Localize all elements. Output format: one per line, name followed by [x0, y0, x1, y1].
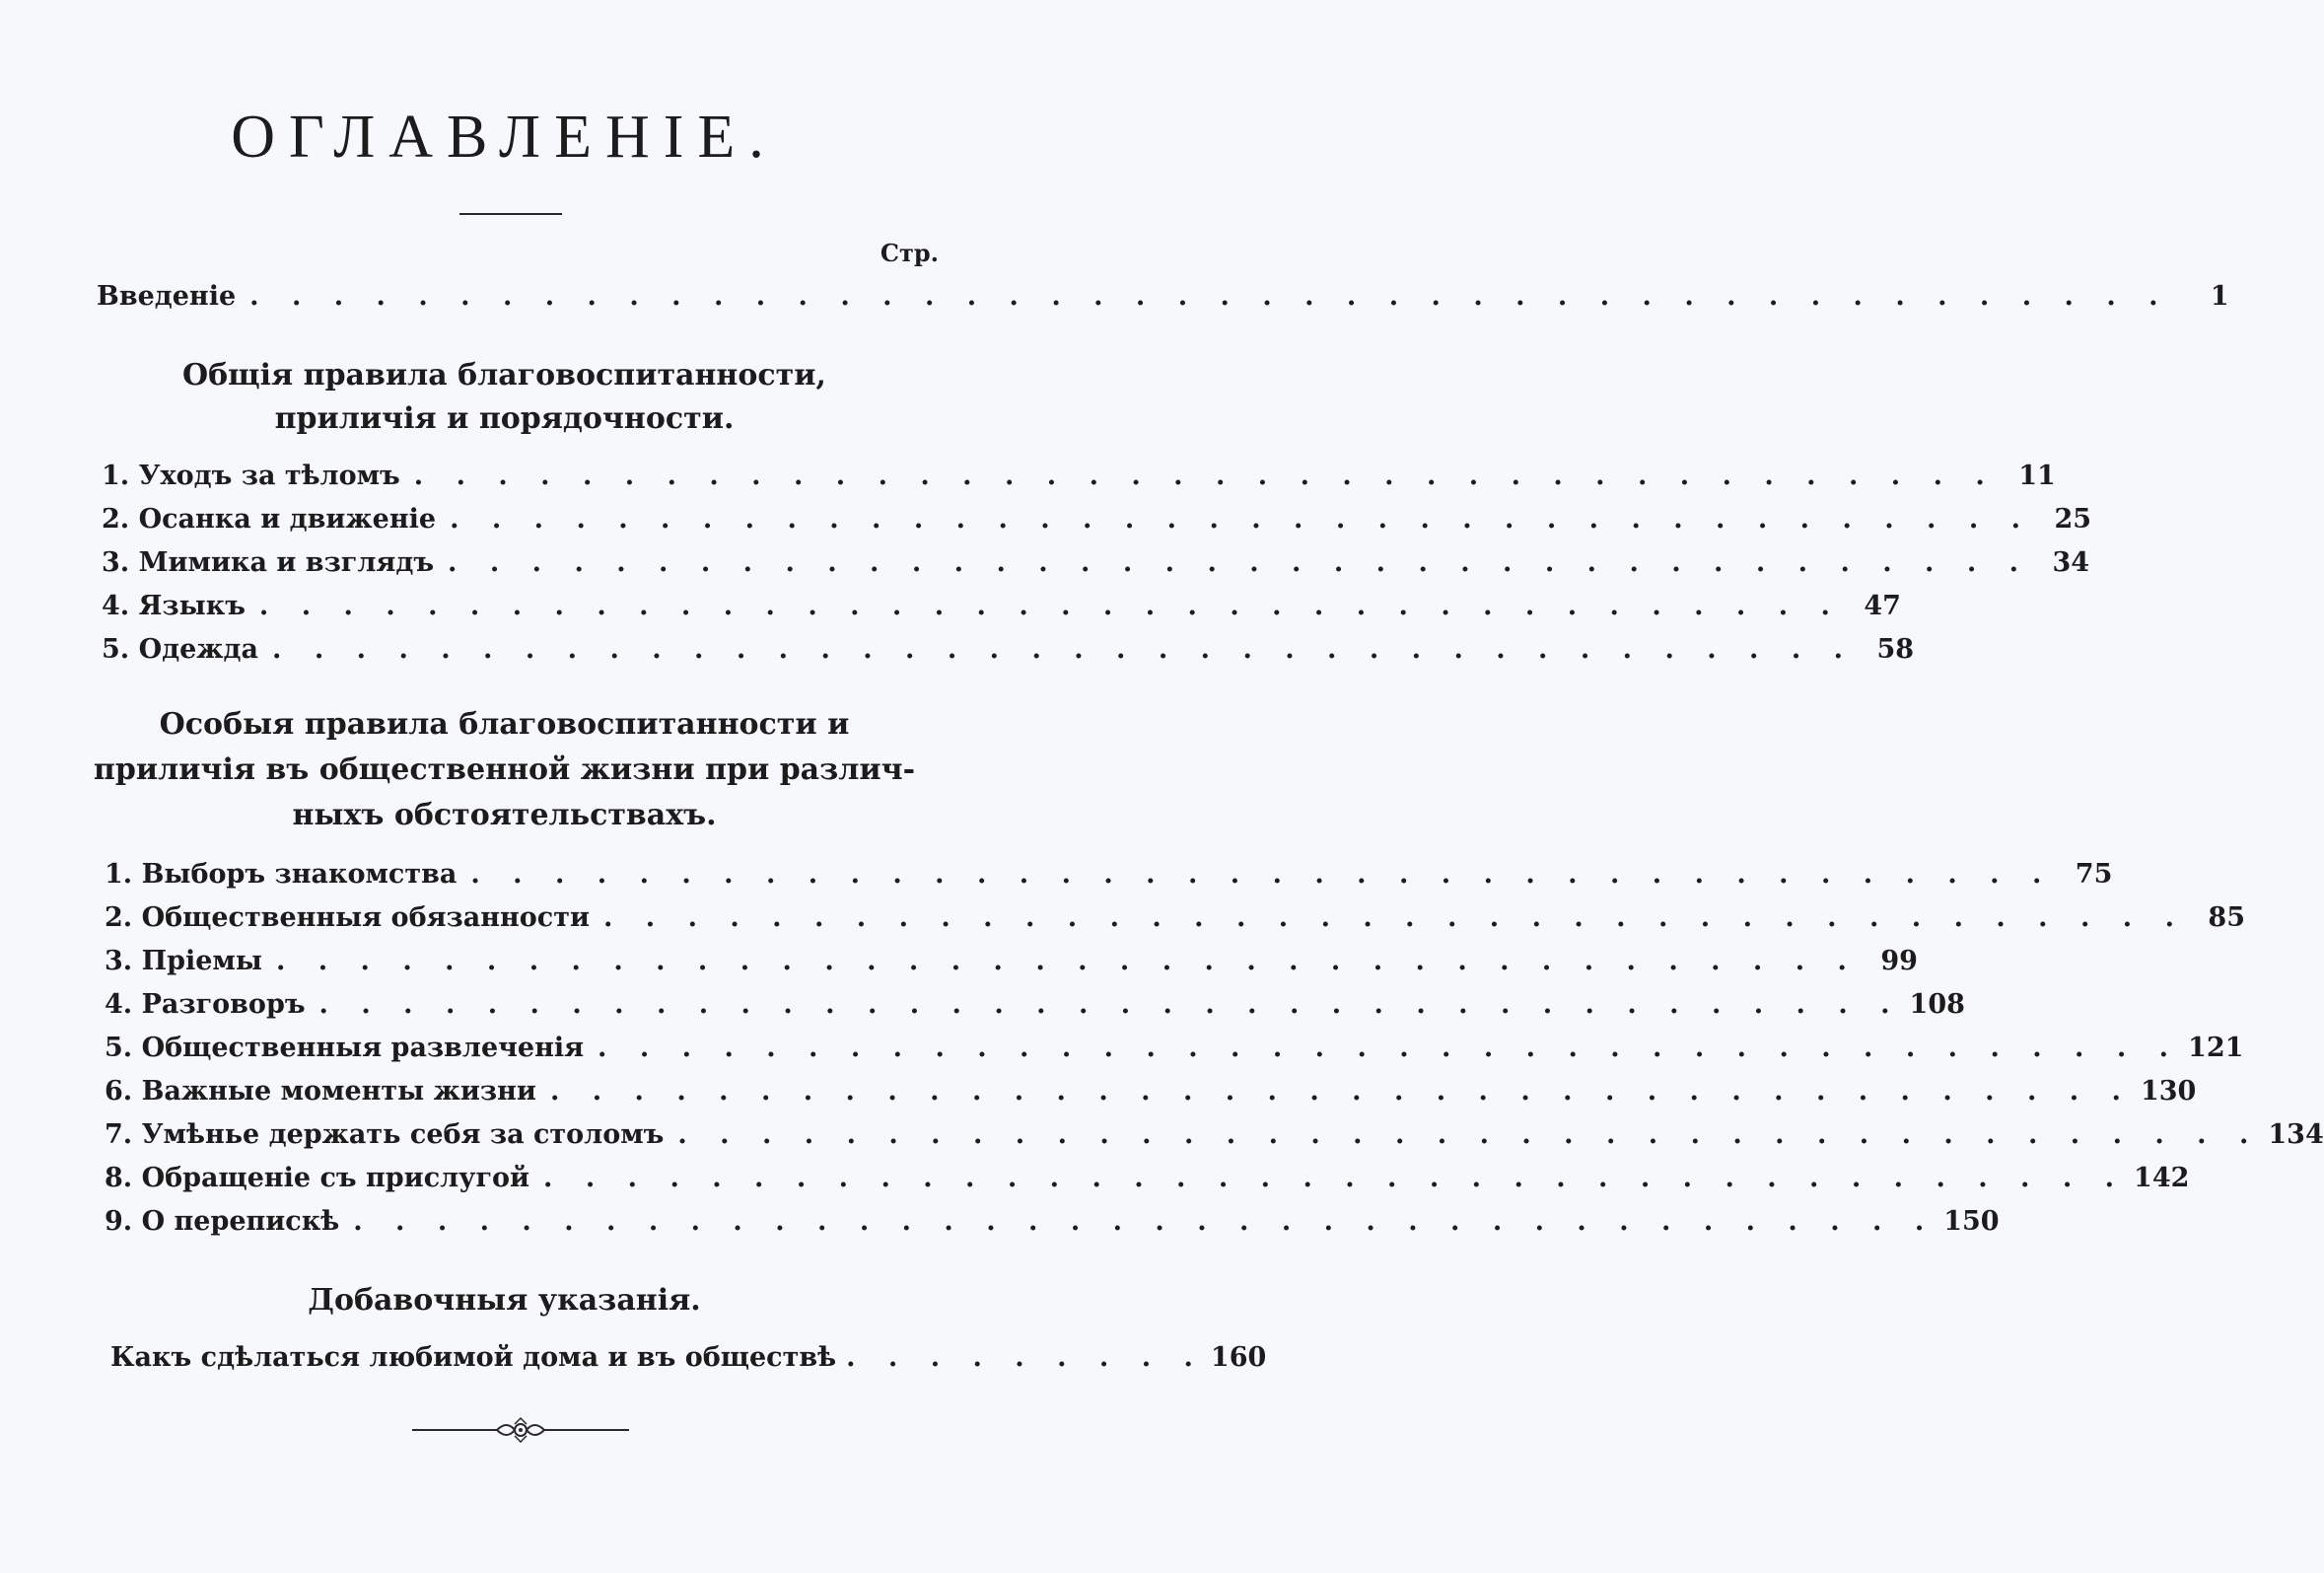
toc-entry-number: 2. [105, 902, 133, 933]
toc-entry-number: 5. [105, 1033, 133, 1063]
toc-entry-page: 150 [1943, 1206, 2000, 1237]
toc-entry-page: 1 [2210, 281, 2229, 312]
toc-entry-number: 1. [102, 461, 130, 491]
toc-entry-label: Важные моменты жизни [141, 1076, 536, 1107]
page-column-label: Стр. [880, 239, 939, 267]
toc-entry-number: 1. [105, 859, 133, 890]
toc-entry-page: 134 [2268, 1119, 2324, 1150]
toc-row-intro [97, 272, 2229, 312]
toc-entry-label: Пріемы [141, 946, 262, 976]
toc-entry-label: Разговоръ [141, 989, 306, 1020]
toc-entry-number: 4. [102, 591, 130, 621]
section-heading-special-rules-line1: Особыя правила благовоспитанности и [159, 707, 850, 742]
toc-entry-label: О перепискѣ [141, 1206, 340, 1237]
toc-entry-number: 4. [105, 989, 133, 1020]
toc-row [105, 1067, 2197, 1107]
toc-row [110, 1333, 1267, 1373]
toc-entry-page: 75 [2075, 859, 2113, 890]
toc-row [105, 937, 1918, 976]
toc-entry-label: Уходъ за тѣломъ [138, 461, 400, 491]
toc-entry-number: 8. [105, 1163, 133, 1193]
leader-dots: . . . . . . . . . . . . . . . . . . . . . . . . . . . . . . . . . . . . . . [448, 547, 2031, 578]
leader-dots: . . . . . . . . . . . . . . . . . . . . . . . . . . . . . . . . . . . . . . [470, 859, 2054, 890]
toc-entry-number: 9. [105, 1206, 133, 1237]
leader-dots: . . . . . . . . . . . . . . . . . . . . . . . . . . . . . . . . . . . . . . [549, 1076, 2133, 1107]
toc-entry-number: 3. [102, 547, 130, 578]
toc-row [105, 850, 2113, 890]
toc-entry-page: 99 [1880, 946, 1918, 976]
leader-dots: . . . . . . . . . . . . . . . . . . . . . . . . . . . . . . . . . . . . . . [602, 902, 2186, 933]
section-heading-general-rules-line2: приличія и порядочности. [274, 401, 735, 436]
toc-entry-page: 85 [2208, 902, 2245, 933]
toc-row [102, 495, 2092, 535]
leader-dots: . . . . . . . . . . . . . . . . . . . . . . . . . . . . . . . . . . . . . . [450, 504, 2033, 535]
toc-entry-label: Мимика и взглядъ [138, 547, 435, 578]
toc-entry-page: 142 [2134, 1163, 2190, 1193]
leader-dots: . . . . . . . . . . . . . . . . . . . . . . . . . . . . . . . . . . . . . . [353, 1206, 1937, 1237]
toc-row [105, 1024, 2244, 1063]
toc-entry-label: Какъ сдѣлаться любимой дома и въ обществѣ [110, 1342, 837, 1373]
toc-row [102, 625, 1915, 665]
leader-dots: . . . . . . . . . . . . . . . . . . . . . . . . . . . . . . . . . . . . . . [677, 1119, 2261, 1150]
toc-entry-label: Обращеніе съ прислугой [141, 1163, 530, 1193]
toc-entry-page: 34 [2052, 547, 2090, 578]
toc-row [102, 538, 2090, 578]
toc-entry-label: Одежда [138, 634, 259, 665]
leader-dots: . . . . . . . . . . . . . . . . . . . . . . . . . . . . . . . . . . . . . . [258, 591, 1842, 621]
leader-dots: . . . . . . . . . [846, 1342, 1205, 1373]
section-heading-additional: Добавочныя указанія. [308, 1283, 701, 1318]
toc-entry-page: 108 [1909, 989, 1965, 1020]
toc-row [105, 980, 1965, 1020]
ornament-divider [412, 1410, 629, 1450]
toc-entry-page: 58 [1876, 634, 1915, 665]
toc-entry-page: 130 [2140, 1076, 2197, 1107]
title-divider [459, 213, 562, 215]
toc-row [105, 894, 2245, 933]
leader-dots: . . . . . . . . . . . . . . . . . . . . . . . . . . . . . . . . . . . . . . [598, 1033, 2181, 1063]
toc-entry-number: 5. [102, 634, 130, 665]
leader-dots: . . . . . . . . . . . . . . . . . . . . . . . . . . . . . . . . . . . . . . [318, 989, 1902, 1020]
toc-row [102, 452, 2056, 491]
toc-row [102, 582, 1901, 621]
leader-dots: . . . . . . . . . . . . . . . . . . . . . . . . . . . . . . . . . . . . . . [275, 946, 1859, 976]
toc-entry-page: 11 [2018, 461, 2056, 491]
leader-dots: . . . . . . . . . . . . . . . . . . . . . . . . . . . . . . . . . . . . . . [272, 634, 1856, 665]
leader-dots: . . . . . . . . . . . . . . . . . . . . . . . . . . . . . . . . . . . . . . [413, 461, 1997, 491]
section-heading-special-rules-line3: ныхъ обстоятельствахъ. [292, 798, 717, 832]
section-heading-special-rules-line2: приличія въ общественной жизни при различ- [93, 752, 916, 787]
page-title: ОГЛАВЛЕНІЕ. [231, 104, 778, 171]
toc-entry-label: Общественныя обязанности [141, 902, 590, 933]
section-heading-general-rules-line1: Общія правила благовоспитанности, [182, 358, 826, 393]
toc-entry-page: 25 [2054, 504, 2092, 535]
toc-entry-number: 6. [105, 1076, 133, 1107]
leader-dots: . . . . . . . . . . . . . . . . . . . . . . . . . . . . . . . . . . . . . . [543, 1163, 2127, 1193]
toc-entry-number: 7. [105, 1119, 133, 1150]
toc-entry-label: Осанка и движеніе [138, 504, 437, 535]
toc-entry-label: Умѣнье держать себя за столомъ [141, 1119, 665, 1150]
toc-row [105, 1154, 2190, 1193]
toc-entry-page: 121 [2188, 1033, 2244, 1063]
toc-entry-label: Языкъ [138, 591, 246, 621]
leader-dots: . . . . . . . . . . . . . . . . . . . . . . . . . . . . . . . . . . . . . . . . . . . . . . [249, 281, 2170, 312]
toc-entry-page: 160 [1210, 1342, 1267, 1373]
toc-row [105, 1197, 2000, 1237]
toc-entry-label: Общественныя развлеченія [141, 1033, 585, 1063]
toc-entry-number: 2. [102, 504, 130, 535]
toc-entry-label: Введеніе [97, 281, 237, 312]
toc-entry-page: 47 [1864, 591, 1901, 621]
toc-entry-number: 3. [105, 946, 133, 976]
toc-row [105, 1110, 2324, 1150]
toc-entry-label: Выборъ знакомства [141, 859, 458, 890]
